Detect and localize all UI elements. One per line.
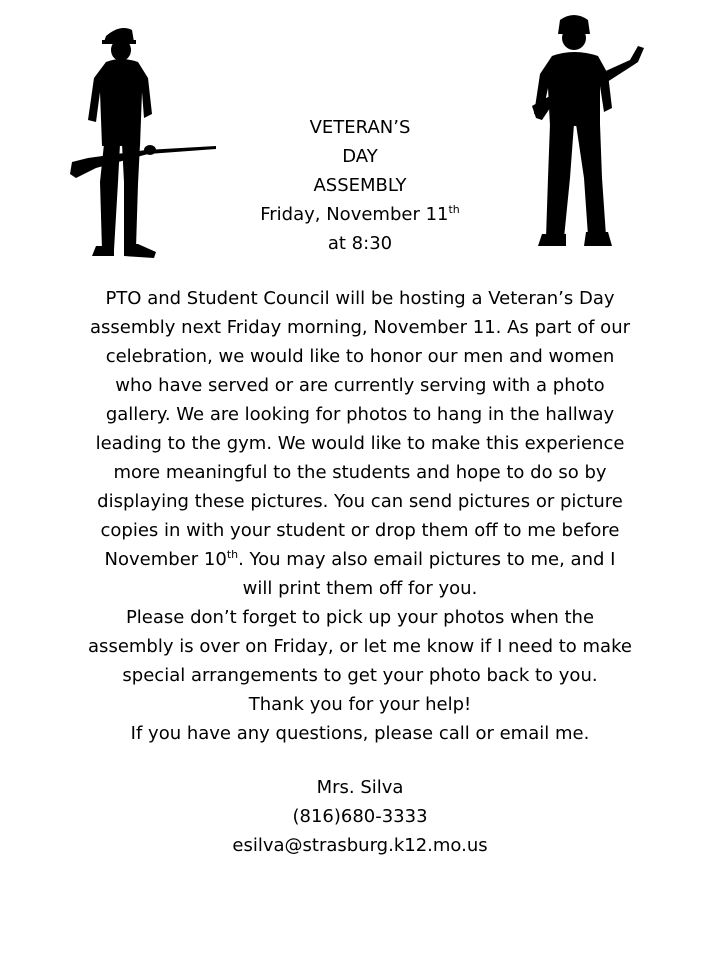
- contact-signature: [180, 773, 540, 860]
- body-line: displaying these pictures. You can send pictures or picture: [97, 491, 623, 512]
- body-line: gallery. We are looking for photos to hang in the hallway: [105, 404, 615, 425]
- body-line: will print them off for you.: [242, 578, 478, 599]
- title-line-2: DAY: [342, 146, 378, 167]
- contact-phone: (816)680-3333: [292, 806, 428, 827]
- modern-soldier-silhouette-icon: [520, 8, 655, 250]
- title-line-3: ASSEMBLY: [313, 175, 407, 196]
- event-title-block: [200, 113, 520, 258]
- body-line: assembly is over on Friday, or let me know if I need to make: [88, 636, 632, 657]
- contact-name: Mrs. Silva: [316, 777, 404, 798]
- announcement-body: [32, 284, 688, 748]
- body-line-deadline: November 10th. You may also email pictures to me, and I: [104, 548, 616, 570]
- title-line-1: VETERAN’S: [309, 117, 411, 138]
- body-line: copies in with your student or drop them off to me before: [100, 520, 620, 541]
- body-line: Please don’t forget to pick up your photos when the: [125, 607, 595, 628]
- body-line: leading to the gym. We would like to make this experience: [95, 433, 625, 454]
- body-line: more meaningful to the students and hope to do so by: [113, 462, 607, 483]
- questions-line: If you have any questions, please call or email me.: [130, 723, 590, 744]
- contact-email: esilva@strasburg.k12.mo.us: [232, 835, 488, 856]
- body-line: PTO and Student Council will be hosting a Veteran’s Day: [105, 288, 615, 309]
- body-line: celebration, we would like to honor our men and women: [105, 346, 615, 367]
- thank-you-line: Thank you for your help!: [248, 694, 472, 715]
- event-time: at 8:30: [327, 233, 393, 254]
- event-date: Friday, November 11th: [260, 203, 460, 225]
- body-line: who have served or are currently serving with a photo: [115, 375, 605, 396]
- body-line: assembly next Friday morning, November 11. As part of our: [89, 317, 631, 338]
- body-line: special arrangements to get your photo back to you.: [122, 665, 598, 686]
- ww1-soldier-silhouette-icon: [66, 22, 220, 262]
